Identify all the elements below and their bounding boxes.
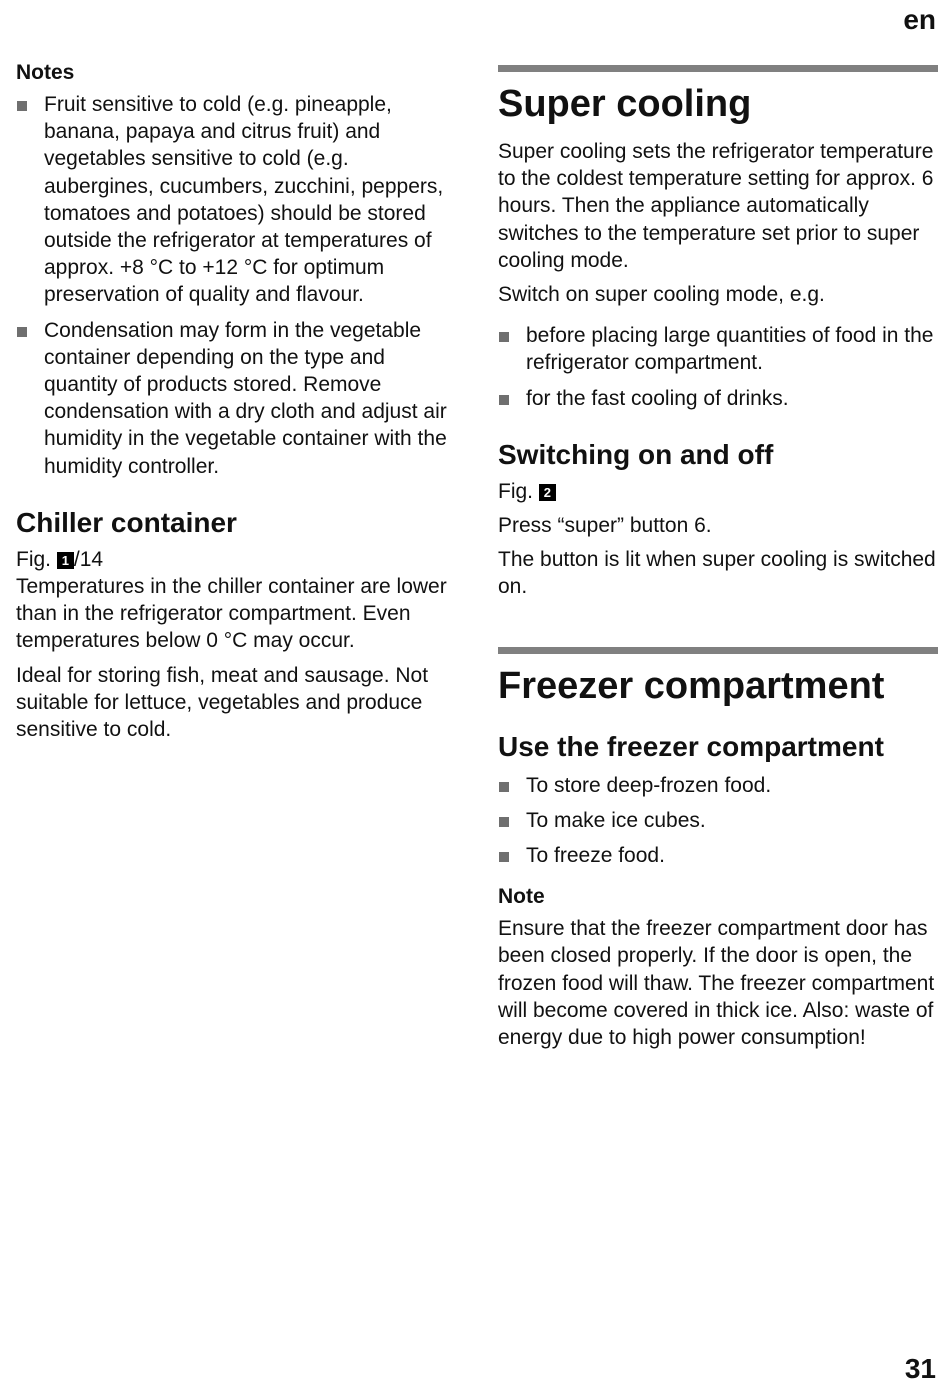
- super-cooling-list: [498, 322, 938, 412]
- square-bullet-icon: [499, 817, 509, 827]
- list-item-text: for the fast cooling of drinks.: [526, 386, 789, 410]
- list-item-text: To make ice cubes.: [526, 808, 706, 832]
- square-bullet-icon: [499, 395, 509, 405]
- super-cooling-paragraph-2: Switch on super cooling mode, e.g.: [498, 283, 825, 307]
- note-text: Condensation may form in the vegetable container depending on the type and quantity of products stored. Remove condensation with a dry cloth and adjust air humidity in the vegetable container with the humidity controller.: [44, 318, 447, 478]
- freezer-heading: Freezer compartment: [498, 664, 885, 707]
- page-number: 31: [904, 1353, 936, 1384]
- square-bullet-icon: [17, 327, 27, 337]
- note-item: [16, 91, 456, 309]
- square-bullet-icon: [499, 852, 509, 862]
- chiller-fig-ref: [16, 546, 456, 573]
- note-label: Note: [498, 885, 545, 909]
- section-divider: [498, 65, 938, 72]
- square-bullet-icon: [499, 332, 509, 342]
- list-item-text: To freeze food.: [526, 844, 665, 868]
- switching-fig-ref: [498, 478, 938, 505]
- list-item: [498, 772, 938, 799]
- fig-suffix: /14: [73, 547, 104, 571]
- notes-list: [16, 91, 456, 480]
- section-divider: [498, 647, 938, 654]
- fig-prefix: Fig.: [498, 479, 534, 503]
- list-item: [498, 807, 938, 834]
- right-column: [498, 0, 938, 1051]
- note-paragraph: Ensure that the freezer compartment door has been closed properly. If the door is open, the frozen food will thaw. The freezer compartment will become covered in thick ice. Also: waste of energy due to high power consumption!: [498, 917, 935, 1050]
- list-item: [498, 842, 938, 869]
- list-item-text: before placing large quantities of food in the refrigerator compartment.: [526, 324, 934, 375]
- switching-heading: Switching on and off: [498, 438, 774, 470]
- figure-number-badge: 2: [539, 484, 556, 501]
- fig-prefix: Fig.: [16, 547, 52, 571]
- freezer-list: [498, 772, 938, 870]
- note-text: Fruit sensitive to cold (e.g. pineapple, banana, papaya and citrus fruit) and vegetables sensitive to cold (e.g. aubergines, cucumbers, zucchini, peppers, tomatoes and potatoes) should be stored outside the refrigerator at temperatures of approx. +8 °C to +12 °C for optimum preservation of quality and flavour.: [44, 93, 444, 307]
- square-bullet-icon: [17, 101, 27, 111]
- list-item: [498, 385, 938, 412]
- left-column: [16, 0, 456, 743]
- language-code: en: [903, 4, 936, 35]
- super-cooling-paragraph-1: Super cooling sets the refrigerator temperature to the coldest temperature setting for approx. 6 hours. Then the appliance automatically switches to the temperature set prior to super cooling mode.: [498, 140, 934, 272]
- chiller-paragraph-1: Temperatures in the chiller container are lower than in the refrigerator compartment. Even temperatures below 0 °C may occur.: [16, 575, 447, 653]
- switching-paragraph-2: The button is lit when super cooling is switched on.: [498, 548, 936, 599]
- list-item: [498, 322, 938, 376]
- figure-number-badge: 1: [57, 552, 74, 569]
- chiller-heading: Chiller container: [16, 506, 237, 538]
- switching-paragraph-1: Press “super” button 6.: [498, 514, 712, 538]
- notes-label: Notes: [16, 61, 75, 84]
- chiller-paragraph-2: Ideal for storing fish, meat and sausage. Not suitable for lettuce, vegetables and produce sensitive to cold.: [16, 663, 429, 742]
- note-item: [16, 317, 456, 480]
- super-cooling-heading: Super cooling: [498, 83, 752, 125]
- freezer-subheading: Use the freezer compartment: [498, 730, 884, 762]
- list-item-text: To store deep-frozen food.: [526, 773, 772, 797]
- square-bullet-icon: [499, 782, 509, 792]
